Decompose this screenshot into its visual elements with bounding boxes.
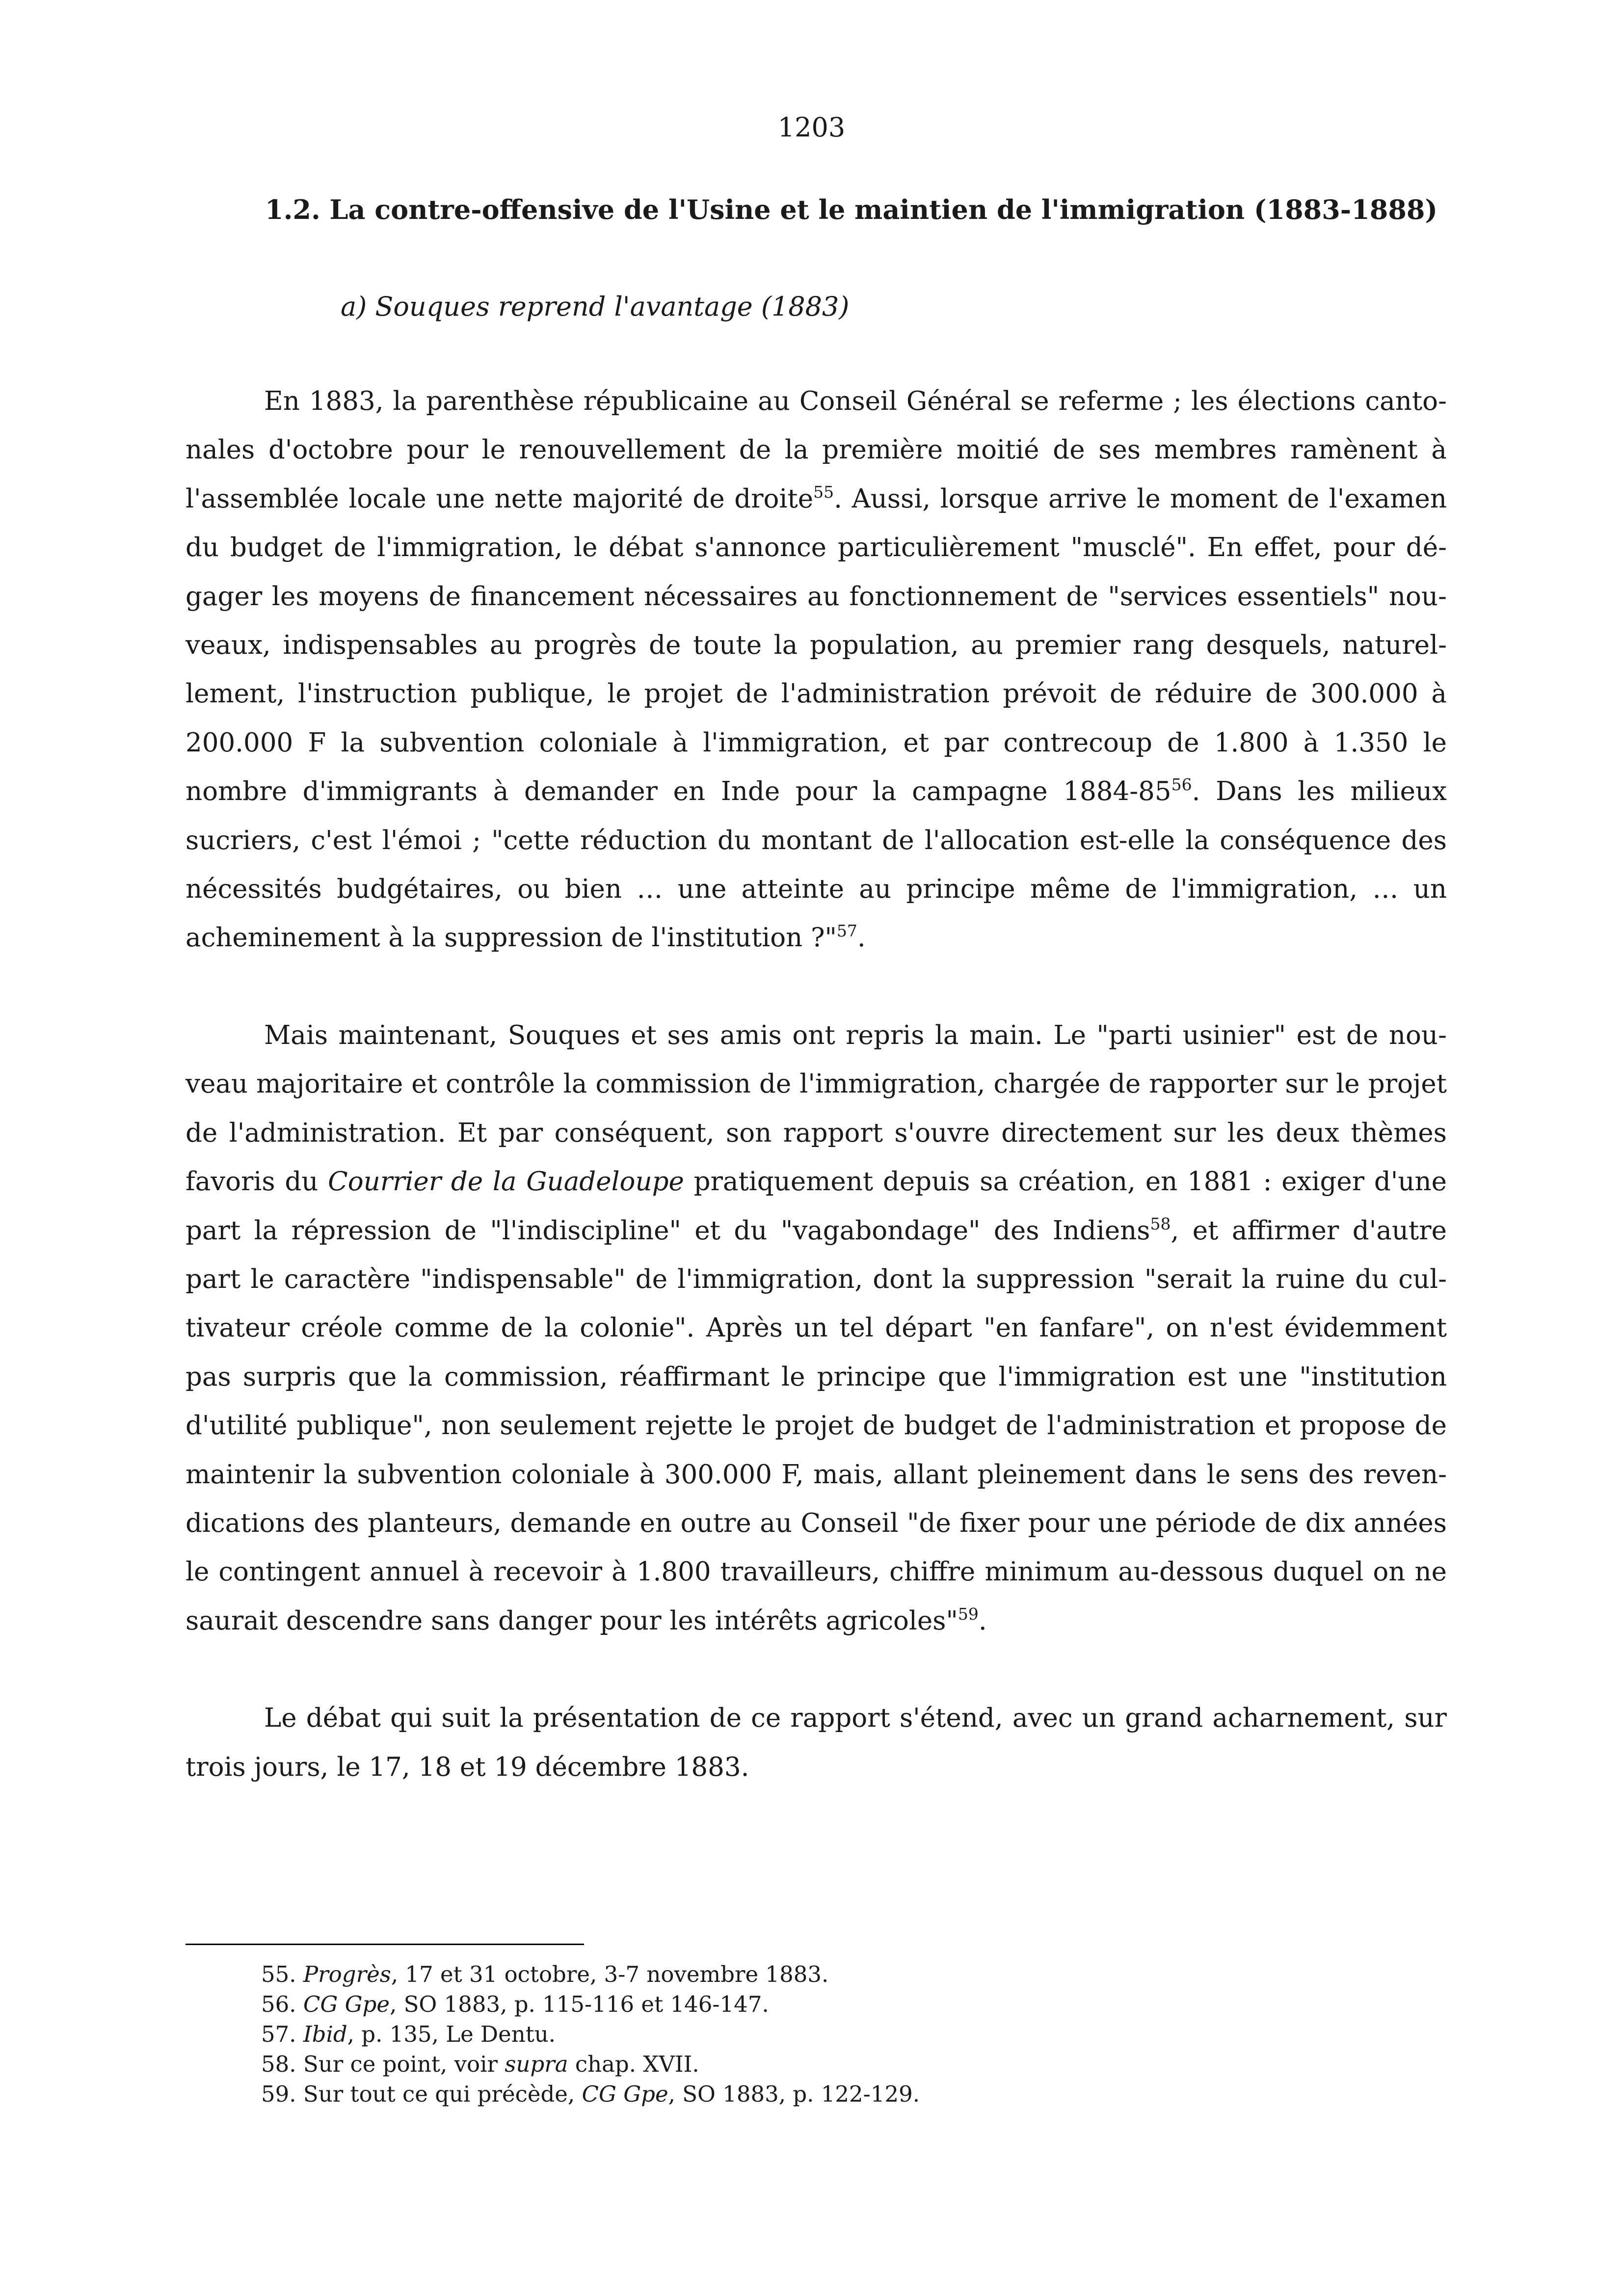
text-run: Le débat qui suit la présentation de ce rapport s'étend, avec un grand acharnement, sur trois jours, le 17, 18 et 19 décembre 1883. — [186, 1703, 1447, 1782]
section-title: 1.2. La contre-offensive de l'Usine et le maintien de l'immigration (1883-1888) — [265, 194, 1438, 225]
footnote-58 — [261, 2049, 1341, 2079]
text-run: , et affirmer d'autre part le caractère "indispensable" de l'immigration, dont la suppression "serait la ruine du cultivateur créole comme de la colonie". Après un tel départ "en fanfare", on n'est évidemment pas surpris que la commission, réaffirmant le principe que l'immigration est une "institution d'utilité publique", non seulement rejette le projet de budget de l'administration et propose de maintenir la subvention coloniale à 300.000 F, mais, allant pleinement dans le sens des revendications des planteurs, demande en outre au Conseil "de fixer pour une période de dix années le contingent annuel à recevoir à 1.800 travailleurs, chiffre minimum au-dessous duquel on ne saurait descendre sans danger pour les intérêts agricoles" — [186, 1215, 1447, 1636]
page-number: 1203 — [777, 112, 846, 143]
subsection-title: a) Souques reprend l'avantage (1883) — [341, 291, 850, 322]
text-run: . — [978, 1605, 987, 1636]
footnote-ref-58: 58 — [1150, 1214, 1171, 1233]
footnote-number: 56. — [261, 1991, 296, 2017]
footnote-text: , SO 1883, p. 122-129. — [668, 2081, 920, 2107]
footnote-text: Sur tout ce qui précède, — [303, 2081, 582, 2107]
text-run: . Dans les milieux sucriers, c'est l'émoi ; "cette réduction du montant de l'allocation est-elle la conséquence des nécessités budgétaires, ou bien … une atteinte au principe même de l'immigration, … un acheminement à la suppression de l'institution ?" — [186, 776, 1447, 953]
footnote-ref-57: 57 — [836, 921, 857, 941]
footnote-source: Ibid — [303, 2021, 347, 2047]
footnote-number: 59. — [261, 2081, 296, 2107]
footnote-56 — [261, 1989, 1341, 2019]
footnote-55 — [261, 1959, 1341, 1989]
footnote-source: supra — [505, 2051, 568, 2077]
footnote-ref-56: 56 — [1171, 775, 1192, 795]
footnote-text: , p. 135, Le Dentu. — [347, 2021, 556, 2047]
footnote-number: 57. — [261, 2021, 296, 2047]
footnote-text: , 17 et 31 octobre, 3-7 novembre 1883. — [391, 1961, 829, 1987]
footnote-source: Progrès — [303, 1961, 391, 1987]
footnote-number: 58. — [261, 2051, 296, 2077]
text-run: En 1883, la parenthèse républicaine au Conseil Général se referme ; les élections cantonales d'octobre pour le renouvellement de la première moitié de ses membres ramènent à l'assemblée locale une nette majorité de droite — [186, 386, 1447, 514]
footnote-59 — [261, 2079, 1341, 2109]
paragraph-1 — [186, 377, 1447, 962]
footnote-text: Sur ce point, voir — [303, 2051, 505, 2077]
text-run: pratiquement depuis sa création, en 1881 : exiger d'une part la répression de "l'indiscipline" et du "vagabondage" des Indiens — [186, 1167, 1447, 1246]
footnote-divider — [186, 1944, 584, 1945]
footnote-text: chap. XVII. — [568, 2051, 699, 2077]
paragraph-3 — [186, 1694, 1447, 1791]
text-run: . — [857, 923, 866, 953]
footnote-text: , SO 1883, p. 115-116 et 146-147. — [389, 1991, 769, 2017]
paragraph-2 — [186, 1011, 1447, 1645]
body-text — [186, 377, 1447, 1791]
footnote-source: CG Gpe — [303, 1991, 390, 2017]
footnote-number: 55. — [261, 1961, 296, 1987]
text-run: Mais maintenant, Souques et ses amis ont repris la main. Le "parti usinier" est de nouveau majoritaire et contrôle la commission de l'immigration, chargée de rapporter sur le projet de l'administration. Et par conséquent, son rapport s'ouvre directement sur les deux thèmes favoris du — [186, 1020, 1447, 1197]
footnotes — [261, 1959, 1341, 2109]
text-run: . Aussi, lorsque arrive le moment de l'examen du budget de l'immigration, le débat s'annonce particulièrement "musclé". En effet, pour dégager les moyens de financement nécessaires au fonctionnement de "services essentiels" nouveaux, indispensables au progrès de toute la population, au premier rang desquels, naturellement, l'instruction publique, le projet de l'administration prévoit de réduire de 300.000 à 200.000 F la subvention coloniale à l'immigration, et par contrecoup de 1.800 à 1.350 le nombre d'immigrants à demander en Inde pour la campagne 1884-85 — [186, 483, 1447, 807]
footnote-57 — [261, 2019, 1341, 2049]
footnote-ref-59: 59 — [958, 1604, 979, 1624]
footnote-ref-55: 55 — [813, 482, 834, 502]
newspaper-title: Courrier de la Guadeloupe — [328, 1167, 684, 1197]
footnote-source: CG Gpe — [582, 2081, 668, 2107]
